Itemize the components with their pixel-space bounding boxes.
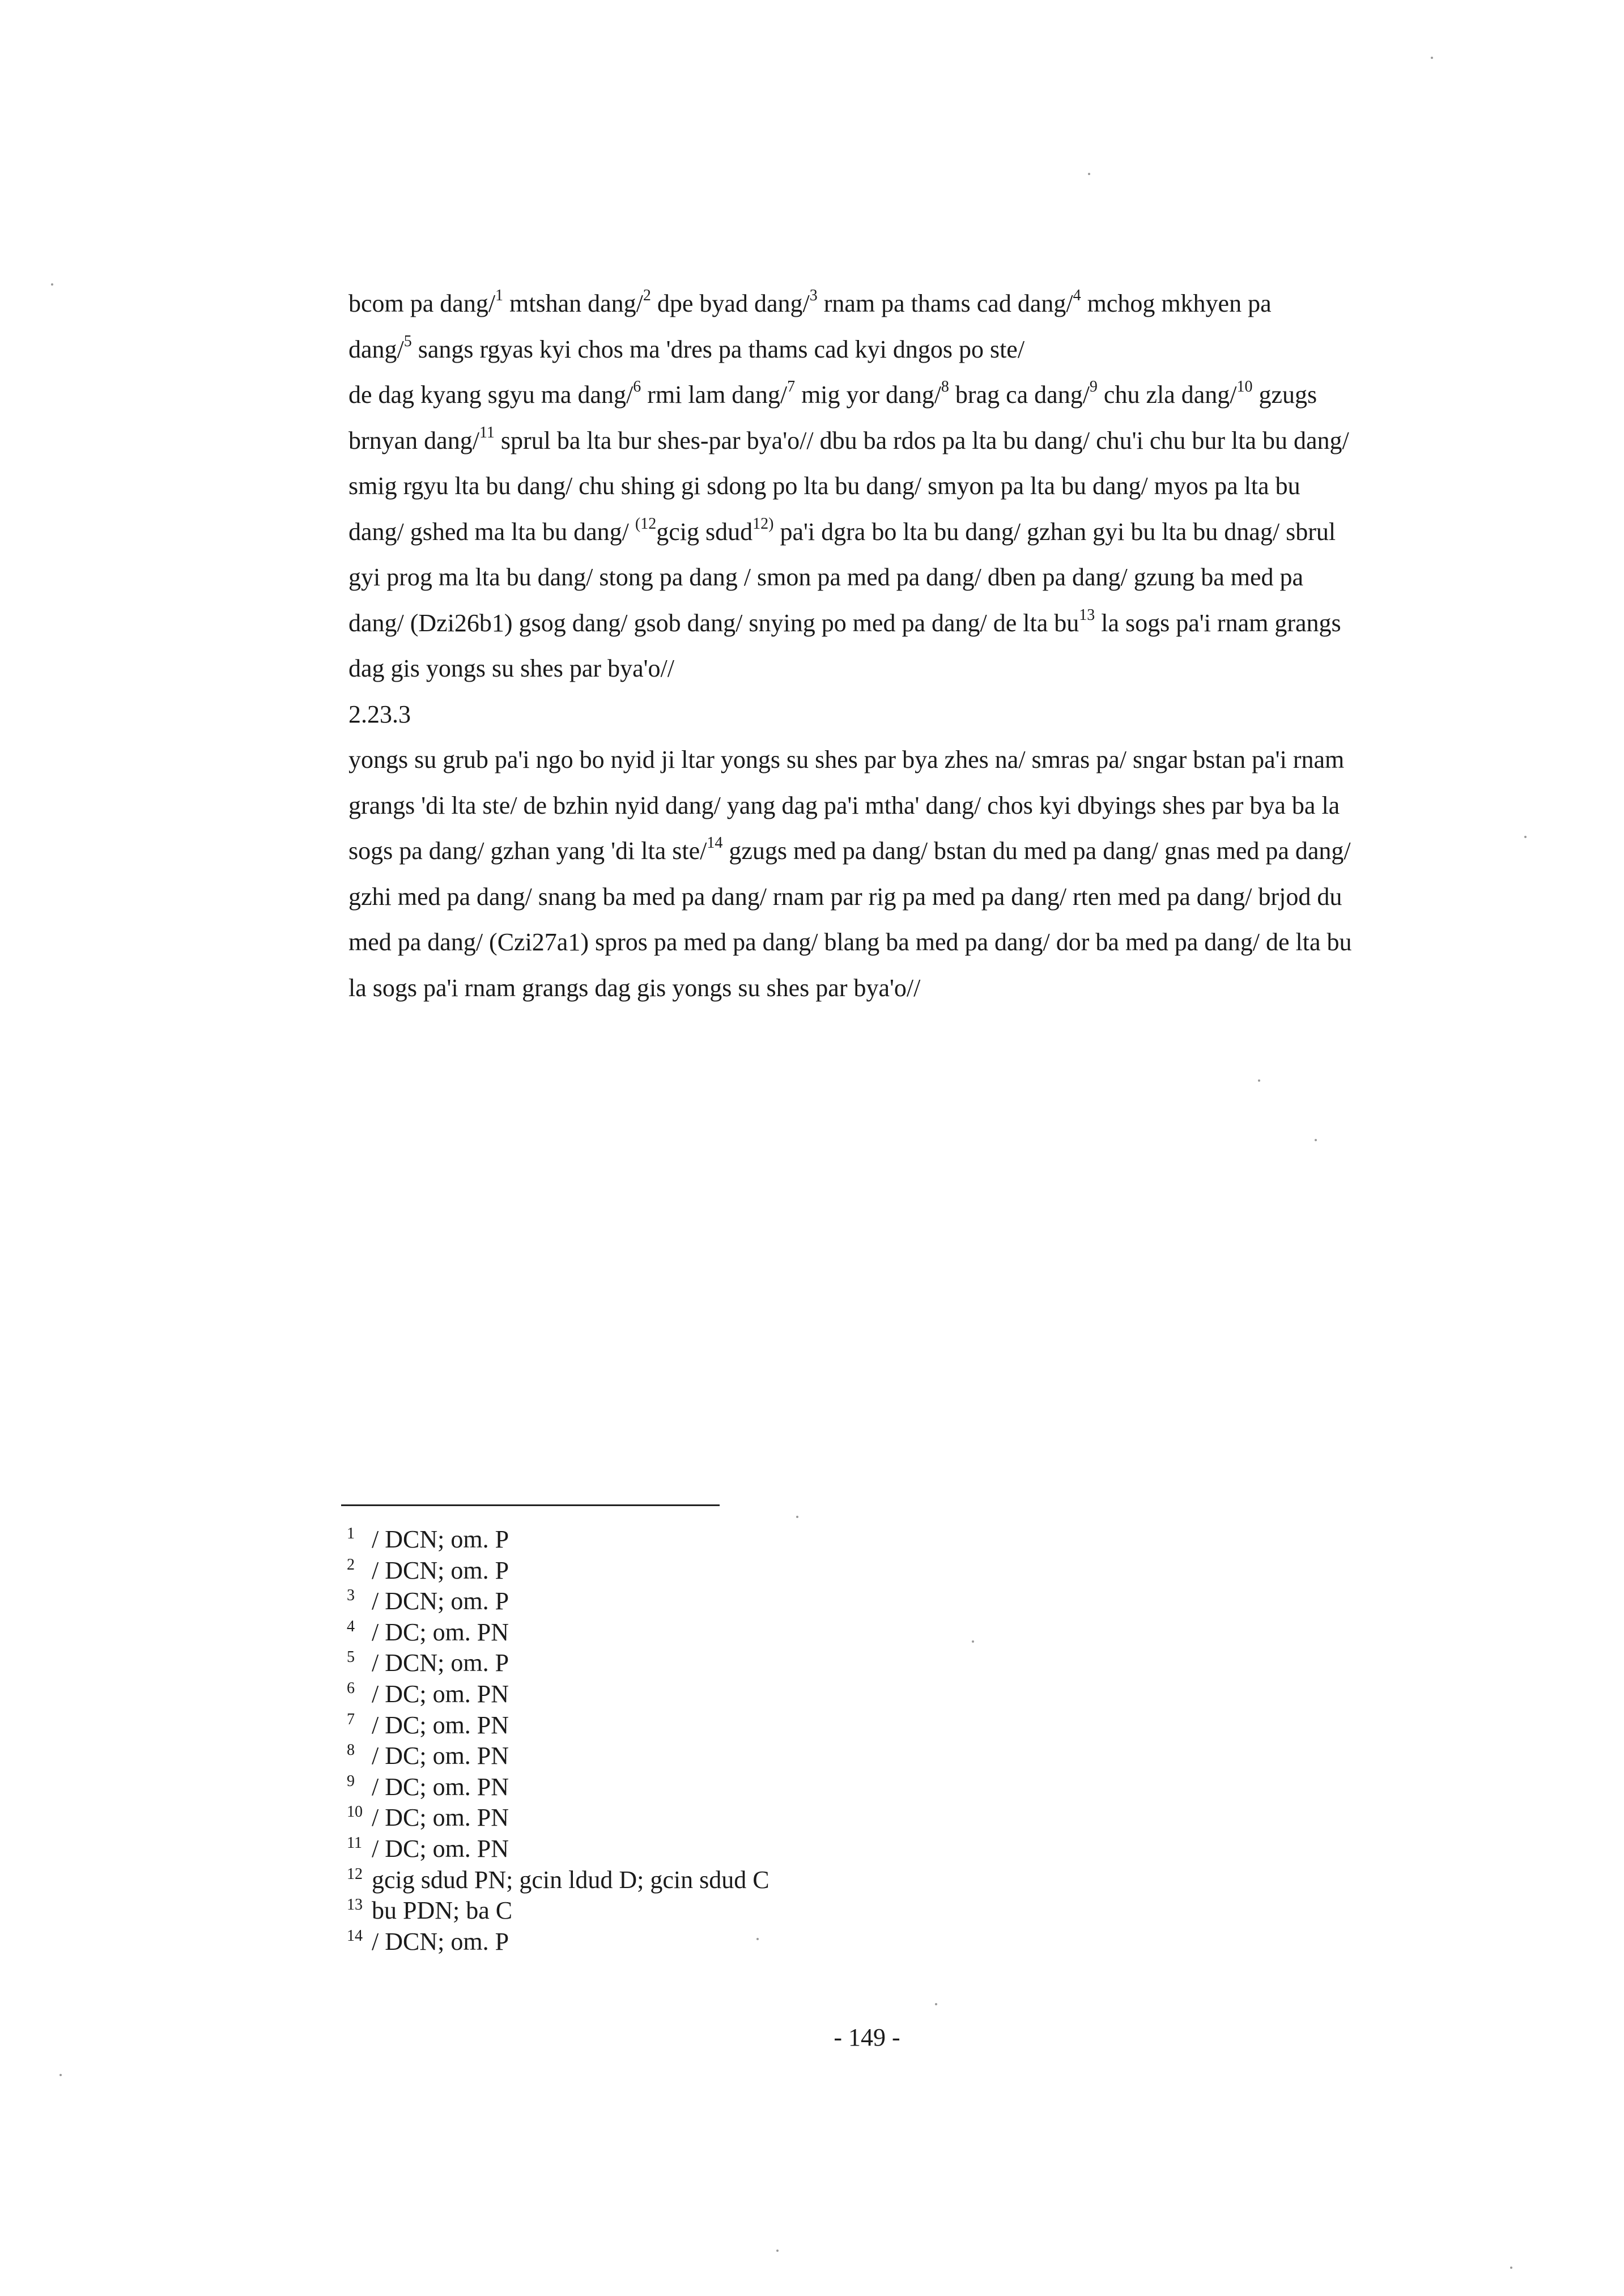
text-line	[348, 646, 1448, 692]
text-run: med pa dang/ (Czi27a1) spros pa med pa dang/ blang ba med pa dang/ dor ba med pa dang/ de lta bu	[348, 928, 1352, 956]
footnote	[347, 1772, 770, 1803]
footnote-number: 12	[347, 1865, 363, 1883]
scan-speck	[1524, 836, 1527, 838]
footnote-number: 1	[347, 1525, 355, 1542]
text-run: bcom pa dang/	[348, 290, 496, 317]
footnote	[347, 1895, 770, 1927]
text-run: chu zla dang/	[1097, 381, 1237, 409]
footnote	[347, 1927, 770, 1958]
footnote-text: / DC; om. PN	[372, 1742, 509, 1770]
footnote	[347, 1586, 770, 1617]
footnote-marker: 3	[809, 287, 818, 305]
footnote-text: / DC; om. PN	[372, 1772, 509, 1801]
footnote-text: / DC; om. PN	[372, 1680, 509, 1708]
text-line	[348, 828, 1448, 874]
footnote-marker: 14	[707, 834, 723, 852]
footnote-marker: (12	[635, 515, 657, 533]
footnote-number: 13	[347, 1896, 363, 1914]
text-line	[348, 920, 1448, 966]
footnote-number: 4	[347, 1617, 355, 1635]
text-line	[348, 464, 1448, 509]
footnote	[347, 1555, 770, 1587]
scan-speck	[51, 283, 53, 286]
footnote	[347, 1648, 770, 1679]
text-run: mtshan dang/	[503, 290, 643, 317]
footnote-marker: 2	[643, 287, 651, 305]
footnote-marker: 9	[1089, 378, 1098, 396]
text-run: sangs rgyas kyi chos ma 'dres pa thams cad kyi dngos po ste/	[411, 335, 1025, 363]
footnote-text: / DC; om. PN	[372, 1804, 509, 1832]
scan-speck	[1315, 1139, 1317, 1141]
footnote-text: / DCN; om. P	[372, 1649, 509, 1677]
text-line	[348, 966, 1448, 1011]
main-text-block	[348, 281, 1448, 1011]
text-run: pa'i dgra bo lta bu dang/ gzhan gyi bu lta bu dnag/ sbrul	[773, 517, 1336, 546]
footnote-number: 2	[347, 1555, 355, 1574]
footnote-separator	[341, 1504, 720, 1506]
footnote-text: / DCN; om. P	[372, 1556, 509, 1584]
text-run: mig yor dang/	[795, 381, 941, 409]
text-run: 2.23.3	[348, 700, 411, 728]
scan-speck	[776, 2250, 779, 2252]
footnotes-list	[347, 1524, 770, 1957]
text-line	[348, 418, 1448, 464]
footnote-text: / DCN; om. P	[372, 1927, 509, 1955]
footnote-text: / DC; om. PN	[372, 1834, 509, 1863]
footnote-marker: 6	[633, 378, 641, 396]
text-line	[348, 601, 1448, 647]
footnote	[347, 1617, 770, 1648]
footnote-text: bu PDN; ba C	[372, 1897, 513, 1925]
text-run: sogs pa dang/ gzhan yang 'di lta ste/	[348, 837, 707, 865]
footnote-marker: 5	[403, 332, 412, 350]
text-run: mchog mkhyen pa	[1081, 290, 1272, 317]
scan-speck	[796, 1516, 798, 1518]
footnote-number: 9	[347, 1772, 355, 1790]
footnote-number: 6	[347, 1679, 355, 1697]
text-run: dpe byad dang/	[651, 290, 810, 317]
footnote-text: / DCN; om. P	[372, 1587, 509, 1615]
text-line	[348, 737, 1448, 783]
text-line	[348, 327, 1448, 373]
text-run: smig rgyu lta bu dang/ chu shing gi sdong po lta bu dang/ smyon pa lta bu dang/ myos pa lta bu	[348, 472, 1300, 500]
footnote-text: / DC; om. PN	[372, 1618, 509, 1646]
scan-speck	[59, 2074, 62, 2076]
footnote-number: 8	[347, 1741, 355, 1759]
footnote-text: gcig sdud PN; gcin ldud D; gcin sdud C	[372, 1865, 770, 1894]
text-line	[348, 555, 1448, 601]
text-line	[348, 281, 1448, 327]
text-run: rnam pa thams cad dang/	[817, 290, 1073, 317]
text-run: gzugs	[1252, 381, 1317, 409]
text-run: la sogs pa'i rnam grangs	[1095, 609, 1341, 637]
text-line	[348, 692, 1448, 738]
footnote	[347, 1679, 770, 1710]
text-run: brag ca dang/	[949, 381, 1090, 409]
text-run: dang/ gshed ma lta bu dang/	[348, 517, 635, 546]
scan-speck	[972, 1640, 974, 1643]
text-line	[348, 372, 1448, 418]
text-run: dag gis yongs su shes par bya'o//	[348, 654, 674, 682]
text-run: brnyan dang/	[348, 426, 479, 454]
footnote-marker: 11	[479, 423, 495, 441]
text-run: la sogs pa'i rnam grangs dag gis yongs su shes par bya'o//	[348, 973, 921, 1002]
text-run: sprul ba lta bur shes-par bya'o// dbu ba rdos pa lta bu dang/ chu'i chu bur lta bu dang/	[494, 426, 1349, 454]
text-run: gcig sdud	[656, 517, 753, 546]
text-run: gzhi med pa dang/ snang ba med pa dang/ rnam par rig pa med pa dang/ rten med pa dang/ brjod du	[348, 882, 1342, 911]
text-line	[348, 783, 1448, 829]
text-run: dang/ (Dzi26b1) gsog dang/ gsob dang/ snying po med pa dang/ de lta bu	[348, 609, 1079, 637]
text-run: de dag kyang sgyu ma dang/	[348, 381, 634, 409]
footnote	[347, 1865, 770, 1896]
footnote-number: 5	[347, 1648, 355, 1666]
footnote	[347, 1741, 770, 1772]
footnote-marker: 7	[787, 378, 796, 396]
text-run: gzugs med pa dang/ bstan du med pa dang/ gnas med pa dang/	[722, 837, 1351, 865]
scan-speck	[1258, 1079, 1260, 1082]
scan-speck	[756, 1938, 759, 1940]
text-run: gyi prog ma lta bu dang/ stong pa dang / smon pa med pa dang/ dben pa dang/ gzung ba med pa	[348, 563, 1304, 591]
scan-speck	[935, 2003, 937, 2005]
scan-speck	[1088, 173, 1090, 175]
footnote	[347, 1710, 770, 1741]
footnote-number: 7	[347, 1710, 355, 1728]
footnote-marker: 1	[495, 287, 504, 305]
footnote-marker: 12)	[753, 515, 774, 533]
text-run: grangs 'di lta ste/ de bzhin nyid dang/ yang dag pa'i mtha' dang/ chos kyi dbyings shes par bya ba la	[348, 791, 1340, 819]
footnote-number: 3	[347, 1587, 355, 1605]
footnote-text: / DCN; om. P	[372, 1525, 509, 1553]
text-run: yongs su grub pa'i ngo bo nyid ji ltar yongs su shes par bya zhes na/ smras pa/ sngar bstan pa'i rnam	[348, 746, 1345, 773]
footnote-text: / DC; om. PN	[372, 1711, 509, 1739]
footnote-number: 10	[347, 1803, 363, 1821]
footnote-marker: 13	[1079, 606, 1095, 624]
text-line	[348, 509, 1448, 555]
footnote-marker: 10	[1236, 378, 1253, 396]
scan-speck	[1431, 57, 1433, 59]
scan-speck	[1510, 2267, 1512, 2269]
text-run: rmi lam dang/	[641, 381, 788, 409]
footnote	[347, 1834, 770, 1865]
footnote-number: 14	[347, 1927, 363, 1945]
text-line	[348, 874, 1448, 920]
page-number: - 149 -	[834, 2023, 900, 2051]
footnote	[347, 1524, 770, 1555]
footnote	[347, 1802, 770, 1834]
text-run: dang/	[348, 335, 404, 363]
footnote-number: 11	[347, 1834, 362, 1852]
footnote-marker: 8	[941, 378, 949, 396]
footnote-marker: 4	[1073, 287, 1081, 305]
